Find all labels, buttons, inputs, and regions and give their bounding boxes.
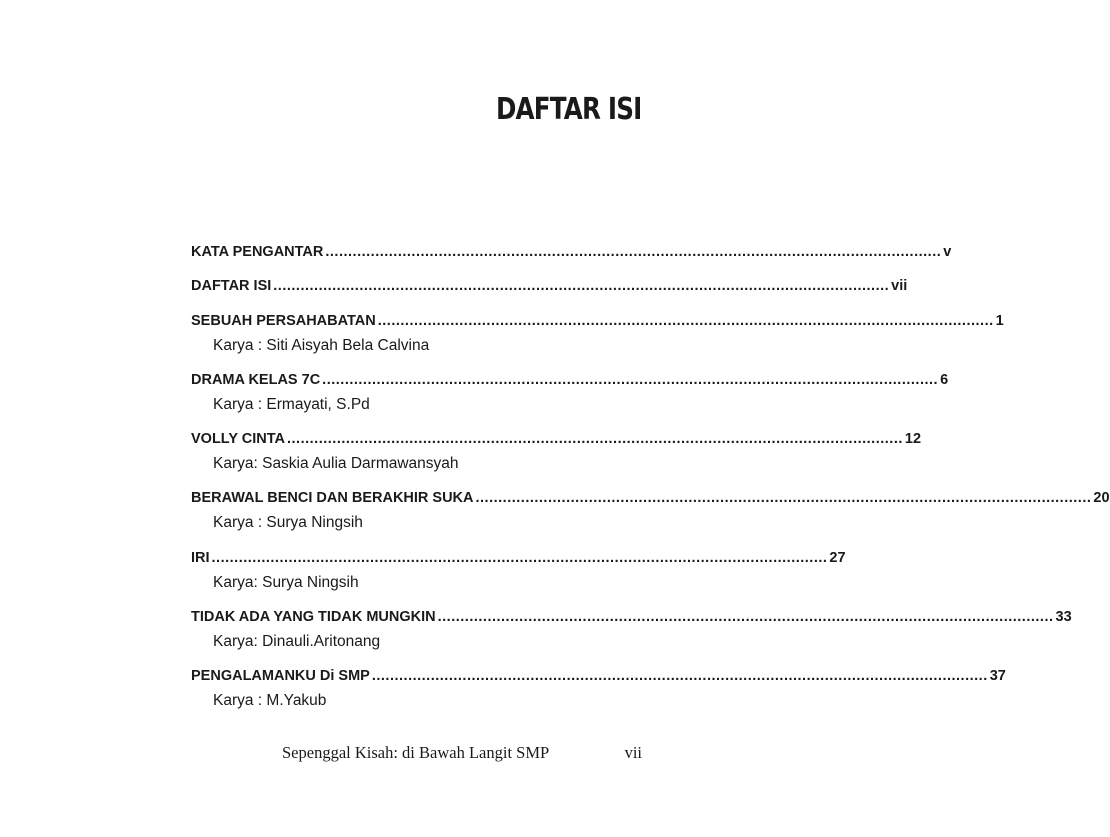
toc-entry-page: 1 <box>995 313 1004 329</box>
footer-book-title: Sepenggal Kisah: di Bawah Langit SMP <box>282 743 550 762</box>
toc-entry-title: KATA PENGANTAR <box>191 244 324 260</box>
toc-entry-title: SEBUAH PERSAHABATAN <box>191 313 376 329</box>
dot-leader: ........................................................................................................................................ <box>377 313 994 329</box>
toc-entry-title: DRAMA KELAS 7C <box>191 372 321 388</box>
toc-entry-title: TIDAK ADA YANG TIDAK MUNGKIN <box>191 609 436 625</box>
dot-leader: ........................................................................................................................................ <box>211 550 828 566</box>
dot-leader: ........................................................................................................................................ <box>325 244 942 260</box>
toc-entry <box>191 372 949 414</box>
dot-leader: ........................................................................................................................................ <box>475 490 1092 506</box>
toc-entry-title: VOLLY CINTA <box>191 431 285 447</box>
toc-entry-page: vii <box>891 278 908 294</box>
page-title: DAFTAR ISI <box>495 92 641 127</box>
toc-entry-page: v <box>943 244 952 260</box>
toc-entry-author: Karya : Siti Aisyah Bela Calvina <box>213 337 430 354</box>
dot-leader: ........................................................................................................................................ <box>287 431 903 447</box>
toc-entry-page: 6 <box>940 372 949 388</box>
dot-leader: ........................................................................................................................................ <box>322 372 939 388</box>
toc-entry-author: Karya: Dinauli.Aritonang <box>213 633 381 650</box>
toc-entry-title: IRI <box>191 550 210 566</box>
toc-entry-page: 20 <box>1093 490 1110 506</box>
toc-entry-page: 12 <box>904 431 922 447</box>
toc-entry <box>191 550 846 592</box>
toc-entry-page: 27 <box>829 550 846 566</box>
toc-entry-author: Karya: Saskia Aulia Darmawansyah <box>213 455 459 472</box>
toc-entry <box>191 313 1004 355</box>
toc-entry <box>191 431 922 473</box>
footer-page-number: vii <box>624 743 642 762</box>
toc-entry <box>191 490 1110 532</box>
dot-leader: ........................................................................................................................................ <box>273 278 890 294</box>
toc-entry <box>191 668 1006 710</box>
toc-entry-page: 37 <box>989 668 1006 684</box>
toc-entry-title: PENGALAMANKU Di SMP <box>191 668 370 684</box>
toc-entry-author: Karya : Ermayati, S.Pd <box>213 396 370 413</box>
toc-entry-title: DAFTAR ISI <box>191 278 272 294</box>
toc-entry-page: 33 <box>1055 609 1072 625</box>
toc-entry <box>191 244 952 264</box>
dot-leader: ........................................................................................................................................ <box>437 609 1054 625</box>
dot-leader: ........................................................................................................................................ <box>371 668 988 684</box>
toc-entry-author: Karya : M.Yakub <box>213 692 327 709</box>
toc-entry <box>191 609 1072 651</box>
toc-entry-author: Karya : Surya Ningsih <box>213 514 363 531</box>
toc-entry-author: Karya: Surya Ningsih <box>213 574 359 591</box>
toc-entry <box>191 278 908 298</box>
toc-entry-title: BERAWAL BENCI DAN BERAKHIR SUKA <box>191 490 474 506</box>
